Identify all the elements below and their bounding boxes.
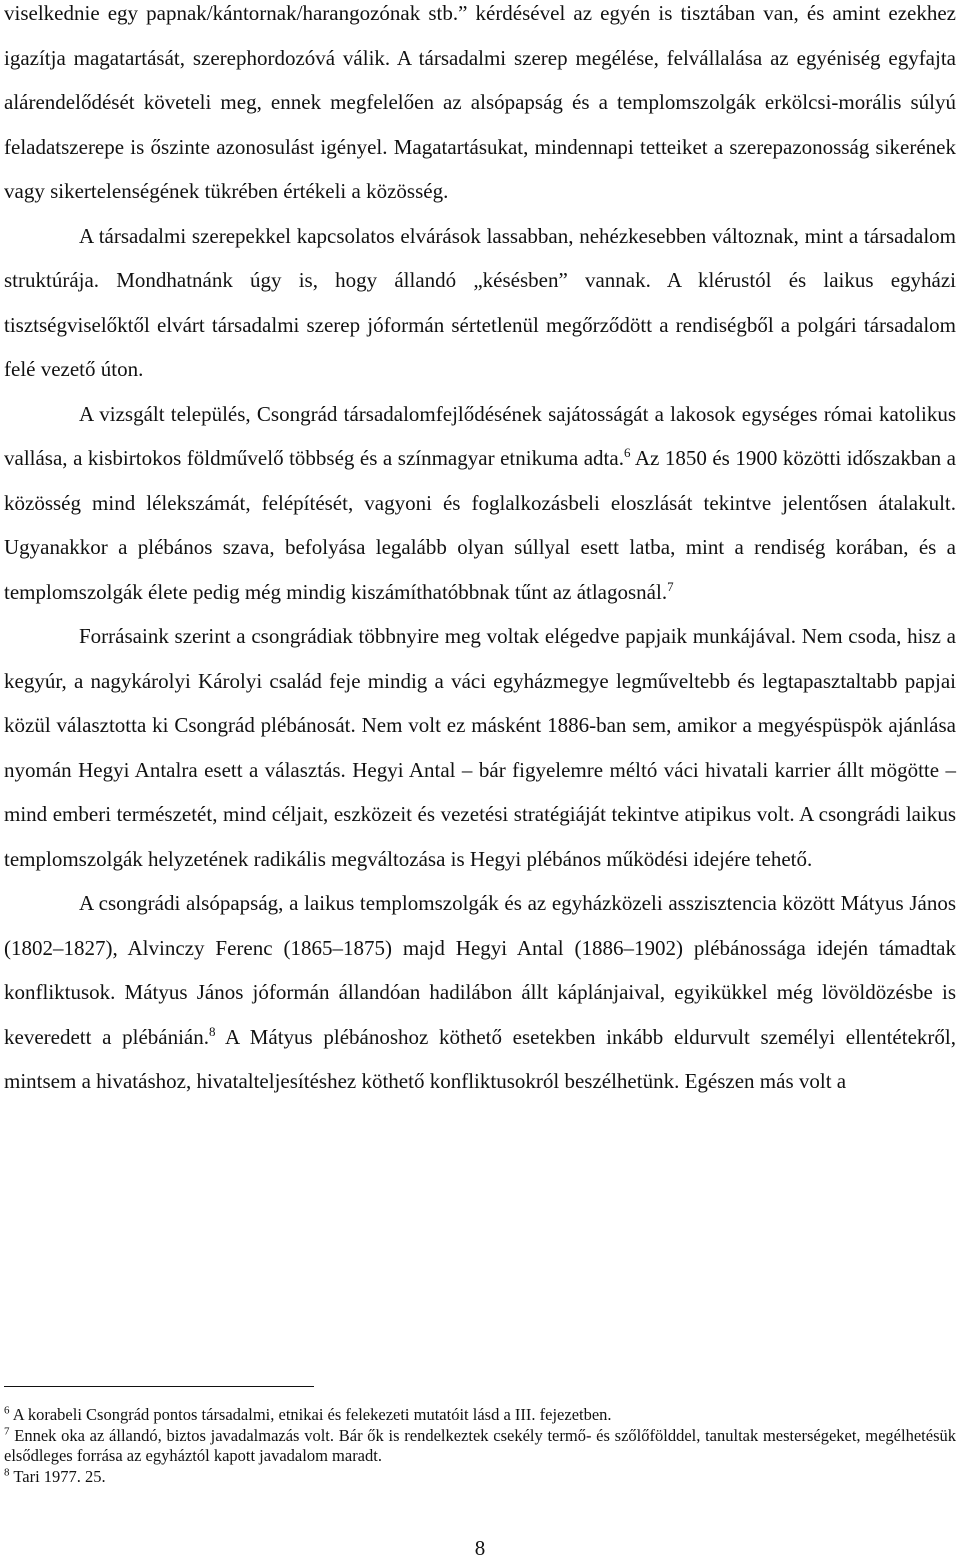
paragraph-2-text: A társadalmi szerepekkel kapcsolatos elvárások lassabban, nehézkesebben változnak, mint a társadalom struktúrája. Mondhatnánk úgy is, hogy állandó „késésben” vannak. A klérustól és laikus egyházi tisztségviselőktől elvárt társadalmi szerep jóformán sértetlenül megőrződött a rendiségből a polgári társadalom felé vezető úton. [4,223,956,381]
paragraph-1 [4,0,956,214]
paragraph-3-text-a: A vizsgált település, Csongrád társadalomfejlődésének sajátosságát a lakosok egységes római katolikus vallása, a kisbirtokos földművelő többség és a színmagyar etnikuma adta. [4,401,956,470]
paragraph-3 [4,392,956,615]
page-number: 8 [474,1536,486,1560]
footnote-6 [4,1405,956,1426]
paragraph-3-text-b: Az 1850 és 1900 közötti időszakban a közösség mind lélekszámát, felépítését, vagyoni és foglalkozásbeli eloszlását tekintve jelentősen átalakult. Ugyanakkor a plébános szava, befolyása legalább olyan súllyal esett latba, mint a rendiség korában, és a templomszolgák élete pedig még mindig kiszámíthatóbbnak tűnt az átlagosnál. [4,446,956,604]
paragraph-5-text-a: A csongrádi alsópapság, a laikus templomszolgák és az egyházközeli asszisztencia között Mátyus János (1802–1827), Alvinczy Ferenc (1865–1875) majd Hegyi Antal (1886–1902) plébánossága idején támadtak konfliktusok. Mátyus János jóformán állandóan hadilábon állt káplánjaival, egyikükkel még lövöldözésbe is keveredett a plébánián. [4,891,956,1049]
paragraph-1-text: viselkednie egy papnak/kántornak/harangozónak stb.” kérdésével az egyén is tisztában van, és amint ezekhez igazítja magatartását, szerephordozóvá válik. A társadalmi szerep megélése, felvállalása az egyéniség egyfajta alárendelődését követeli meg, ennek megfelelően az alsópapság és a templomszolgák erkölcsi-morális súlyú feladatszerepe is őszinte azonosulást igényel. Magatartásukat, mindennapi tetteiket a szerepazonosság sikerének vagy sikertelenségének tükrében értékeli a közösség. [4,1,956,203]
footnote-ref-6[interactable]: 6 [623,445,631,460]
paragraph-4-text: Forrásaink szerint a csongrádiak többnyire meg voltak elégedve papjaik munkájával. Nem csoda, hisz a kegyúr, a nagykárolyi Károlyi család feje mindig a váci egyházmegye legműveltebb és legtapasztaltabb papjai közül választotta ki Csongrád plébánosát. Nem volt ez másként 1886-ban sem, amikor a megyéspüspök ajánlása nyomán Hegyi Antalra esett a választás. Hegyi Antal – bár figyelemre méltó váci hivatali karrier állt mögötte – mind emberi természetét, mind céljait, eszközeit és vezetési stratégiáját tekintve atipikus volt. A csongrádi laikus templomszolgák helyzetének radikális megváltozása is Hegyi plébános működési idejére tehető. [4,624,956,871]
footnote-text: Tari 1977. 25. [13,1466,106,1486]
paragraph-4 [4,614,956,881]
footnotes [4,1405,956,1487]
paragraph-2 [4,214,956,392]
footnote-separator [4,1386,314,1387]
footnote-text: A korabeli Csongrád pontos társadalmi, etnikai és felekezeti mutatóit lásd a III. fejezetben. [12,1405,612,1424]
footnote-ref-8[interactable]: 8 [209,1023,216,1039]
footnote-8 [4,1467,956,1488]
paragraph-5-text-b: A Mátyus plébánoshoz köthető esetekben inkább eldurvult személyi ellentétekről, mintsem a hivatáshoz, hivatalteljesítéshez köthető konfliktusokról beszélhetünk. Egészen más volt a [4,1024,956,1093]
footnote-number: 6 [4,1404,10,1417]
footnote-7 [4,1426,956,1467]
footnote-number: 8 [4,1466,10,1478]
footnote-text: Ennek oka az állandó, biztos javadalmazás volt. Bár ők is rendelkeztek csekély termő- és szőlőfölddel, tanultak mesterségeket, megélhetésük elsődleges forrása az egyháztól kapott javadalom maradt. [4,1425,956,1465]
body-text [4,0,956,1104]
footnote-ref-7[interactable]: 7 [667,578,674,594]
paragraph-5 [4,881,956,1104]
footnote-number: 7 [4,1425,10,1437]
